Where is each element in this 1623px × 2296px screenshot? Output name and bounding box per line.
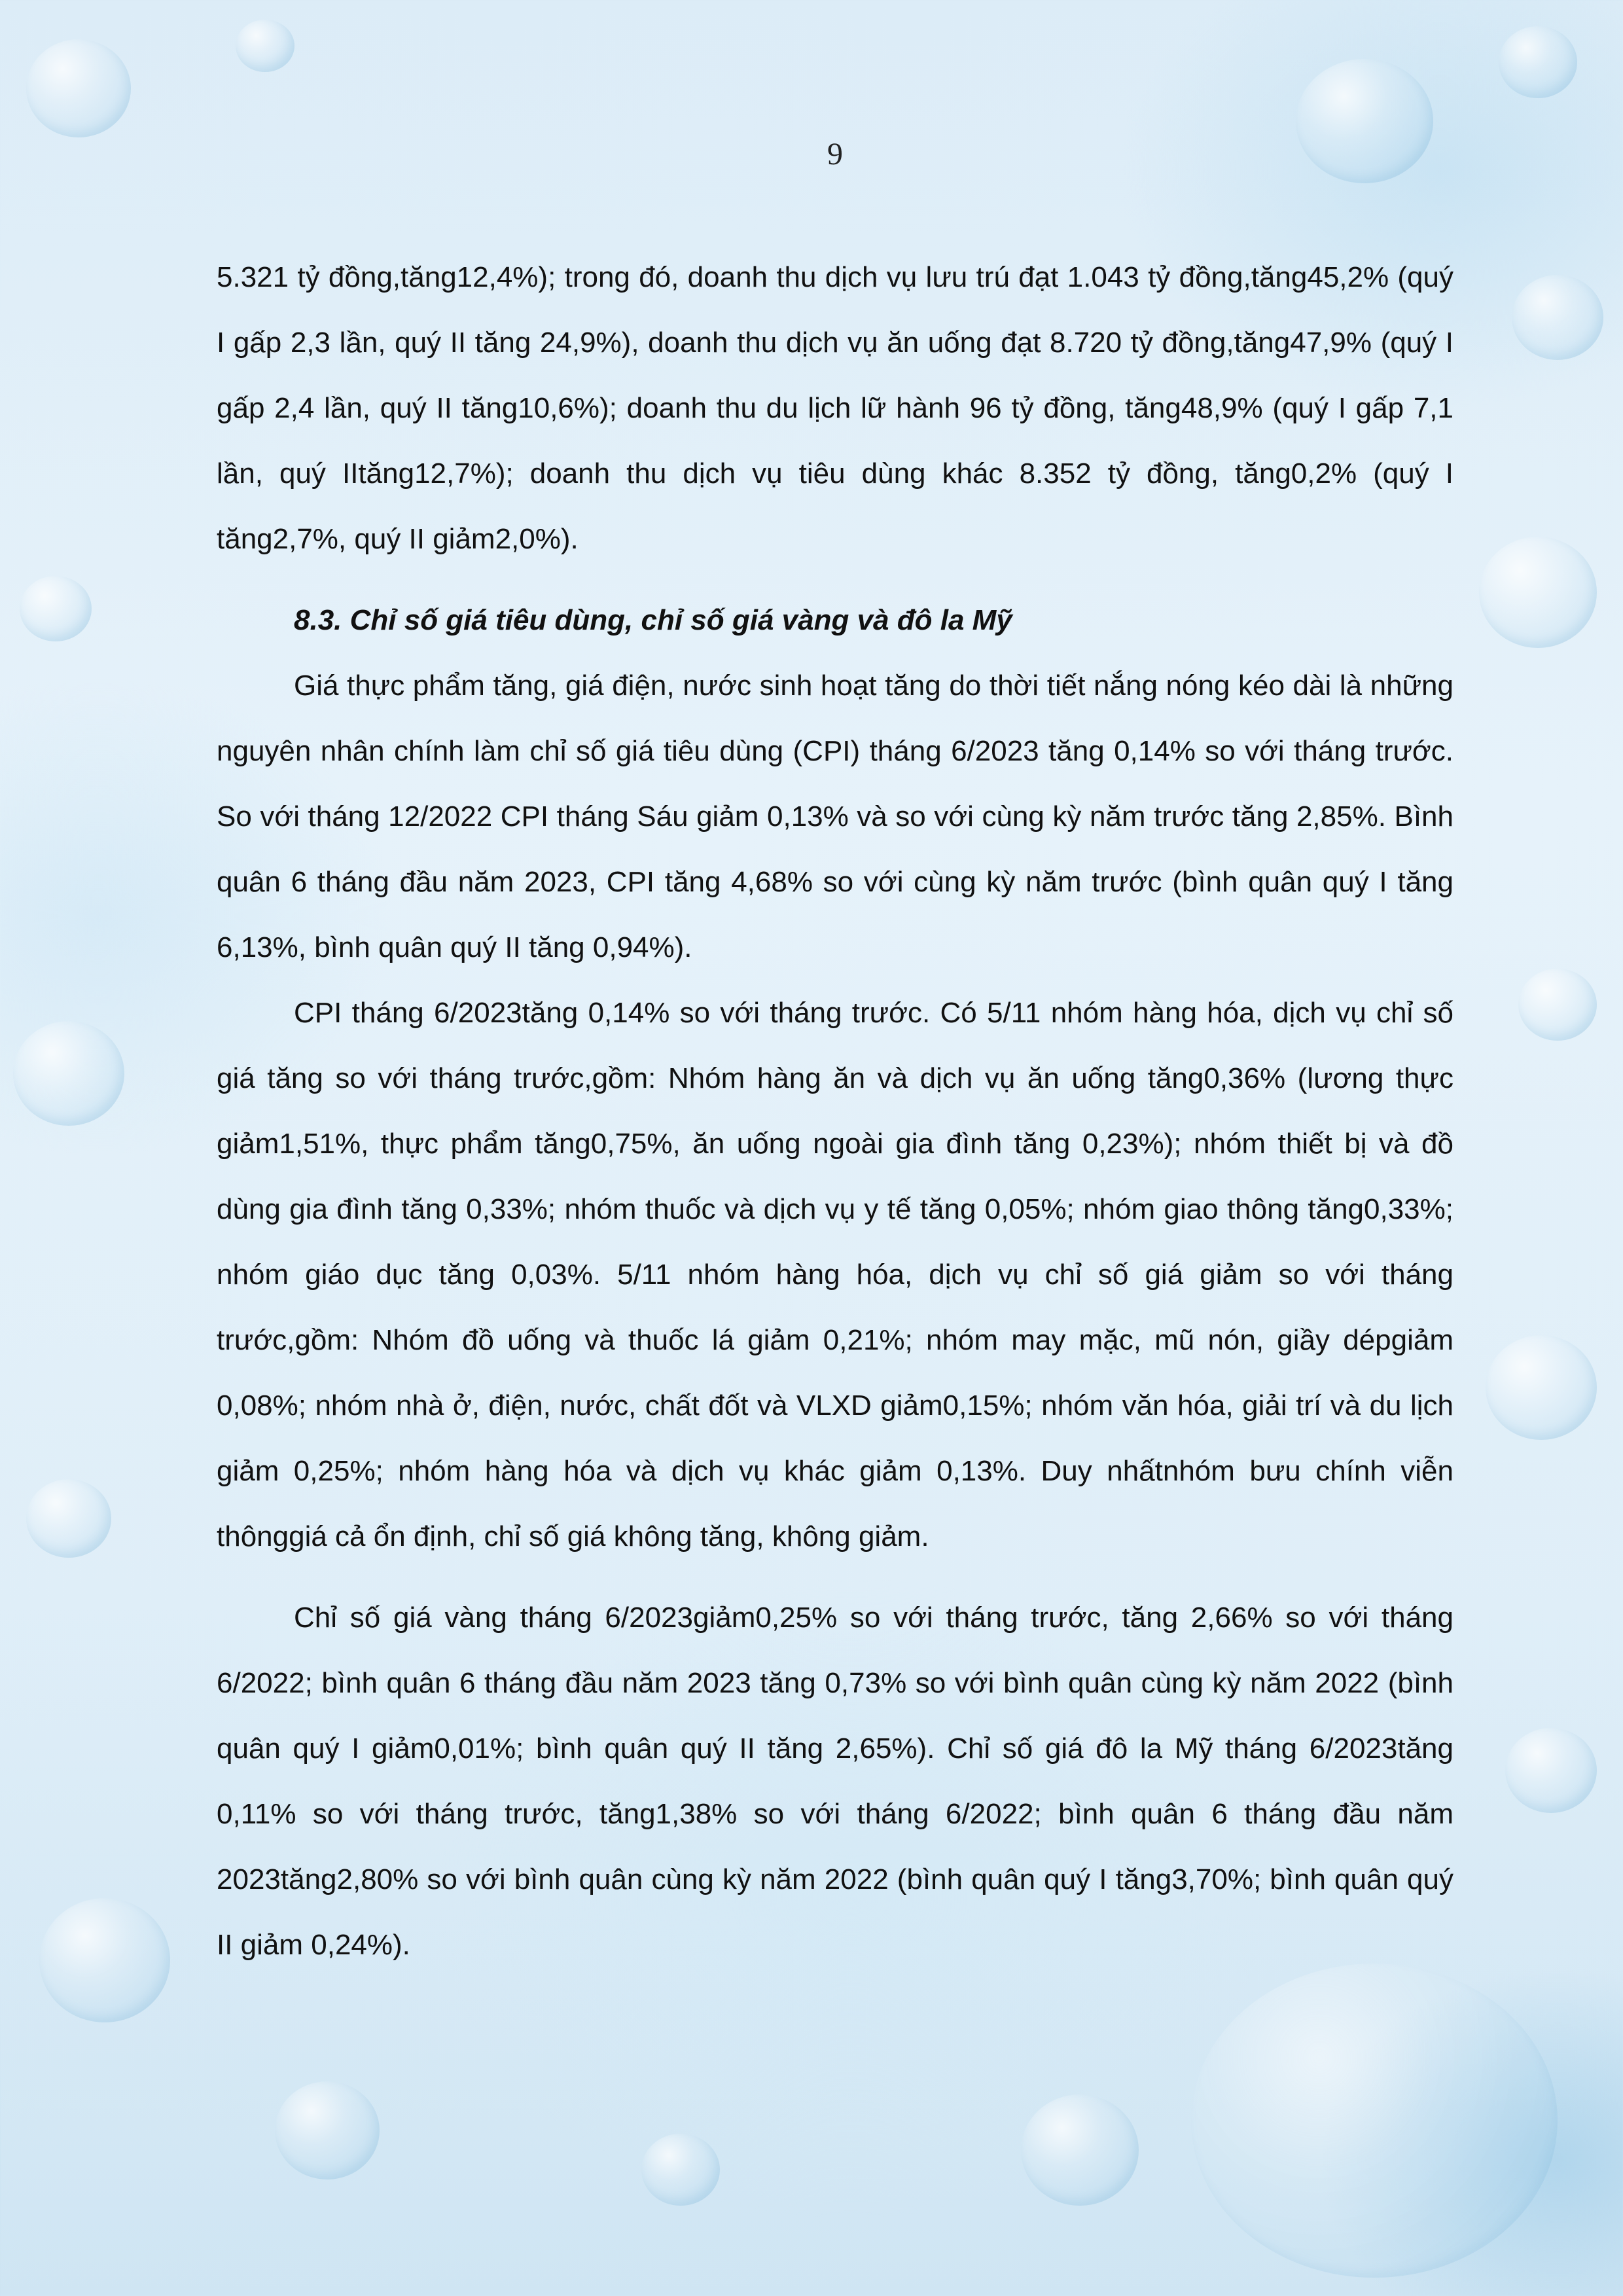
paragraph-cpi-groups: CPI tháng 6/2023tăng 0,14% so với tháng trước. Có 5/11 nhóm hàng hóa, dịch vụ chỉ số giá tăng so với tháng trước,gồm: Nhóm hàng ăn và dịch vụ ăn uống tăng0,36% (lương thực giảm1,51%, thực phẩm tăng0,75%, ăn uống ngoài gia đình tăng 0,23%); nhóm thiết bị và đồ dùng gia đình tăng 0,33%; nhóm thuốc và dịch vụ y tế tăng 0,05%; nhóm giao thông tăng0,33%; nhóm giáo dục tăng 0,03%. 5/11 nhóm hàng hóa, dịch vụ chỉ số giá giảm so với tháng trước,gồm: Nhóm đồ uống và thuốc lá giảm 0,21%; nhóm may mặc, mũ nón, giầy dépgiảm 0,08%; nhóm nhà ở, điện, nước, chất đốt và VLXD giảm0,15%; nhóm văn hóa, giải trí và du lịch giảm 0,25%; nhóm hàng hóa và dịch vụ khác giảm 0,13%. Duy nhấtnhóm bưu chính viễn thônggiá cả ổn định, chỉ số giá không tăng, không giảm. (217, 997, 1454, 1552)
section-heading-8-3: 8.3. Chỉ số giá tiêu dùng, chỉ số giá vàng và đô la Mỹ (294, 604, 1012, 636)
paragraph-cpi-overview: Giá thực phẩm tăng, giá điện, nước sinh hoạt tăng do thời tiết nắng nóng kéo dài là những nguyên nhân chính làm chỉ số giá tiêu dùng (CPI) tháng 6/2023 tăng 0,14% so với tháng trước. So với tháng 12/2022 CPI tháng Sáu giảm 0,13% và so với cùng kỳ năm trước tăng 2,85%. Bình quân 6 tháng đầu năm 2023, CPI tăng 4,68% so với cùng kỳ năm trước (bình quân quý I tăng 6,13%, bình quân quý II tăng 0,94%). (217, 670, 1454, 963)
paragraph-gold-usd-index: Chỉ số giá vàng tháng 6/2023giảm0,25% so với tháng trước, tăng 2,66% so với tháng 6/2022; bình quân 6 tháng đầu năm 2023 tăng 0,73% so với bình quân cùng kỳ năm 2022 (bình quân quý I giảm0,01%; bình quân quý II tăng 2,65%). Chỉ số giá đô la Mỹ tháng 6/2023tăng 0,11% so với tháng trước, tăng1,38% so với tháng 6/2022; bình quân 6 tháng đầu năm 2023tăng2,80% so với bình quân cùng kỳ năm 2022 (bình quân quý I tăng3,70%; bình quân quý II giảm 0,24%). (217, 1602, 1454, 1961)
paragraph-revenue-continuation: 5.321 tỷ đồng,tăng12,4%); trong đó, doanh thu dịch vụ lưu trú đạt 1.043 tỷ đồng,tăng45,2% (quý I gấp 2,3 lần, quý II tăng 24,9%), doanh thu dịch vụ ăn uống đạt 8.720 tỷ đồng,tăng47,9% (quý I gấp 2,4 lần, quý II tăng10,6%); doanh thu du lịch lữ hành 96 tỷ đồng, tăng48,9% (quý I gấp 7,1 lần, quý IItăng12,7%); doanh thu dịch vụ tiêu dùng khác 8.352 tỷ đồng, tăng0,2% (quý I tăng2,7%, quý II giảm2,0%). (217, 261, 1454, 555)
document-body (217, 245, 1454, 1978)
page-number: 9 (827, 137, 843, 171)
